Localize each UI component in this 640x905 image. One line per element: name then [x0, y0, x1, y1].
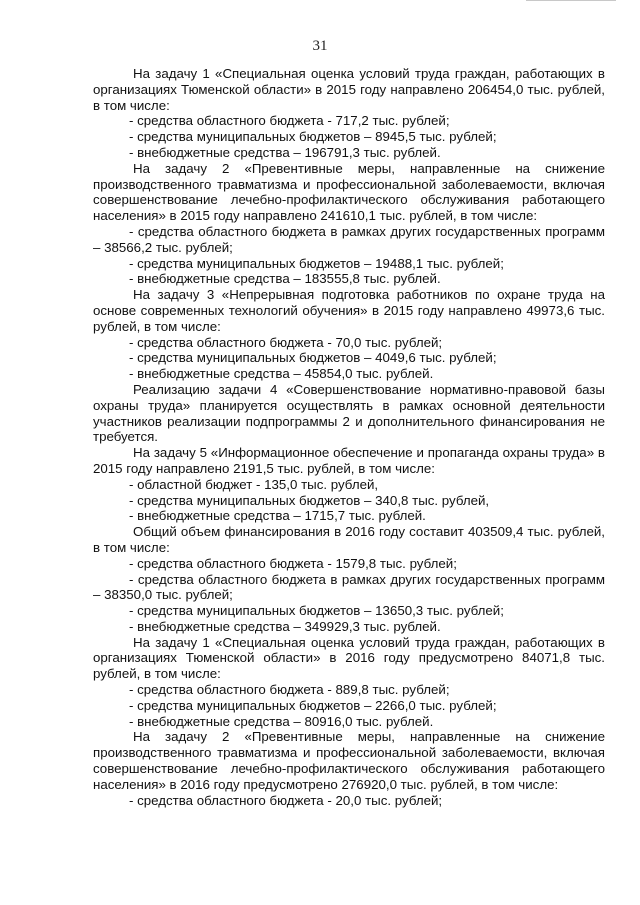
paragraph-task2-2016: На задачу 2 «Превентивные меры, направленные на снижение производственного травматизма и профессиональной заболеваемости, включая совершенствование лечебно-профилактического обслуживания работающего населения» в 2016 году предусмотрено 276920,0 тыс. рублей, в том числе: [93, 729, 605, 792]
list-item: - средства муниципальных бюджетов – 19488,1 тыс. рублей; [129, 255, 504, 271]
paragraph-task2-2015: На задачу 2 «Превентивные меры, направленные на снижение производственного травматизма и профессиональной заболеваемости, включая совершенствование лечебно-профилактического обслуживания работающего населения» в 2015 году направлено 241610,1 тыс. рублей, в том числе: [93, 160, 605, 224]
list-item: - средства муниципальных бюджетов – 13650,3 тыс. рублей; [129, 603, 504, 619]
list-item: - внебюджетные средства – 349929,3 тыс. рублей. [129, 618, 441, 634]
paragraph-task1-2016: На задачу 1 «Специальная оценка условий труда граждан, работающих в организациях Тюменской области» в 2016 году предусмотрено 84071,8 тыс. рублей, в том числе: [93, 634, 605, 682]
scan-edge-mark [526, 0, 616, 3]
list-item: - внебюджетные средства – 45854,0 тыс. рублей. [129, 366, 434, 382]
paragraph-task5-2015: На задачу 5 «Информационное обеспечение и пропаганда охраны труда» в 2015 году направлено 2191,5 тыс. рублей, в том числе: [93, 445, 605, 476]
list-item: - средства областного бюджета в рамках других государственных программ – 38350,0 тыс. рублей; [93, 571, 605, 603]
list-item: - внебюджетные средства – 183555,8 тыс. рублей. [129, 271, 441, 287]
list-item: - средства областного бюджета - 717,2 тыс. рублей; [129, 113, 450, 129]
list-item: - средства муниципальных бюджетов – 8945,5 тыс. рублей; [129, 129, 497, 145]
list-item: - средства муниципальных бюджетов – 340,8 тыс. рублей, [129, 492, 490, 508]
list-item: - средства областного бюджета - 889,8 тыс. рублей; [129, 682, 450, 698]
list-item: - средства муниципальных бюджетов – 4049,6 тыс. рублей; [129, 350, 497, 366]
list-item: - средства областного бюджета в рамках других государственных программ – 38566,2 тыс. рублей; [93, 223, 605, 255]
paragraph-task3-2015: На задачу 3 «Непрерывная подготовка работников по охране труда на основе современных технологий обучения» в 2015 году направлено 49973,6 тыс. рублей, в том числе: [93, 287, 605, 334]
document-body [93, 66, 605, 808]
list-item: - внебюджетные средства – 1715,7 тыс. рублей. [129, 508, 426, 524]
list-item: - средства областного бюджета - 1579,8 тыс. рублей; [129, 555, 457, 571]
page-number: 31 [312, 38, 328, 54]
list-item: - внебюджетные средства – 80916,0 тыс. рублей. [129, 713, 434, 729]
paragraph-task4: Реализацию задачи 4 «Совершенствование нормативно-правовой базы охраны труда» планируется осуществлять в рамках основной деятельности участников реализации подпрограммы 2 и дополнительного финансирования не требуется. [93, 381, 605, 445]
list-item: - средства областного бюджета - 70,0 тыс. рублей; [129, 334, 443, 350]
paragraph-task1-2015: На задачу 1 «Специальная оценка условий труда граждан, работающих в организациях Тюменской области» в 2015 году направлено 206454,0 тыс. рублей, в том числе: [93, 66, 605, 113]
list-item: - внебюджетные средства – 196791,3 тыс. рублей. [129, 144, 441, 160]
list-item: - средства муниципальных бюджетов – 2266,0 тыс. рублей; [129, 697, 497, 713]
list-item: - средства областного бюджета - 20,0 тыс. рублей; [129, 792, 443, 808]
list-item: - областной бюджет - 135,0 тыс. рублей, [129, 476, 379, 492]
paragraph-total-2016: Общий объем финансирования в 2016 году составит 403509,4 тыс. рублей, в том числе: [93, 524, 605, 555]
